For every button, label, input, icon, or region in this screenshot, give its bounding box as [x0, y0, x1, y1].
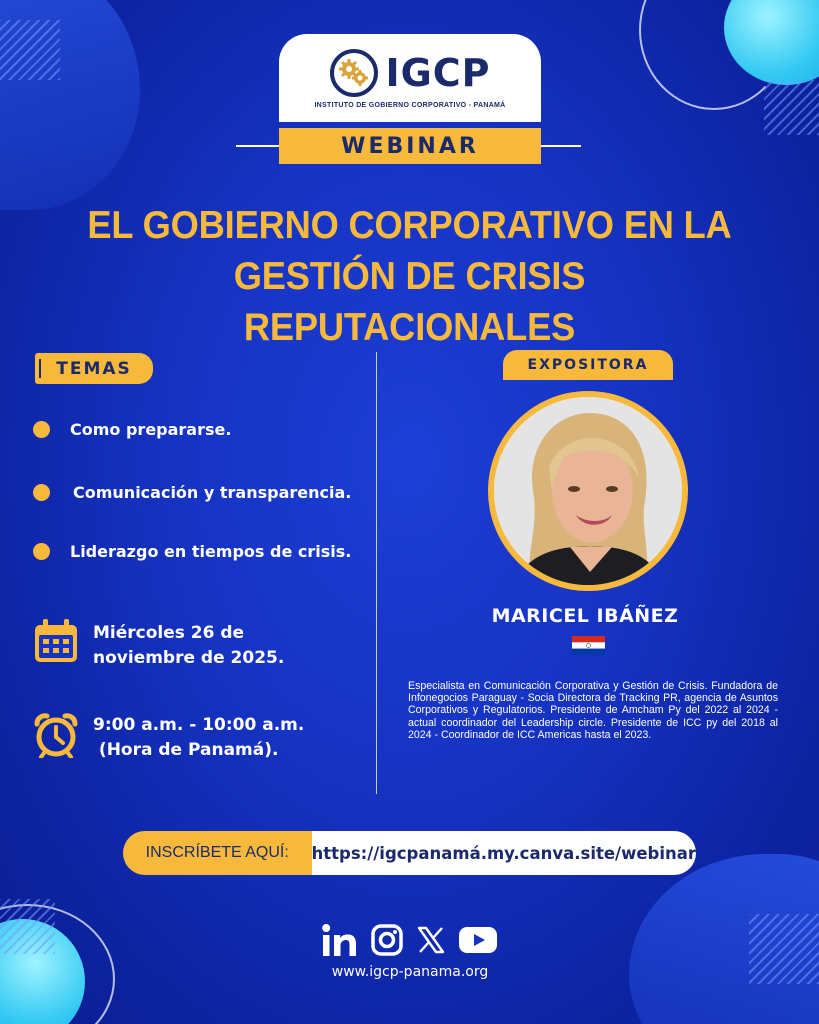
- topics-heading: TEMAS: [35, 353, 153, 384]
- speaker-photo: [494, 397, 682, 585]
- title-line-2: GESTIÓN DE CRISIS REPUTACIONALES: [233, 255, 586, 349]
- bullet-dot-icon: [33, 484, 50, 501]
- title-line-1: EL GOBIERNO CORPORATIVO EN LA: [87, 204, 732, 247]
- logo-card: [279, 34, 541, 122]
- speaker-name: MARICEL IBÁÑEZ: [491, 605, 679, 627]
- linkedin-icon[interactable]: [322, 923, 358, 957]
- instagram-icon[interactable]: [371, 924, 403, 956]
- bullet-dot-icon: [33, 421, 50, 438]
- topic-label: Comunicación y transparencia.: [73, 483, 352, 502]
- time-line-2: (Hora de Panamá).: [93, 740, 279, 760]
- youtube-icon[interactable]: [458, 925, 498, 955]
- topic-label: Liderazgo en tiempos de crisis.: [70, 542, 352, 561]
- topic-label: Como prepararse.: [70, 420, 232, 439]
- webinar-banner: [279, 128, 541, 164]
- registration-bar[interactable]: [123, 831, 696, 875]
- date-line-2: noviembre de 2025.: [93, 648, 285, 668]
- date-line-1: Miércoles 26 de: [93, 623, 245, 643]
- registration-link[interactable]: https://igcpanamá.my.canva.site/webinar: [312, 831, 697, 875]
- webinar-label: WEBINAR: [341, 133, 479, 159]
- time-line-1: 9:00 a.m. - 10:00 a.m.: [93, 715, 305, 735]
- alarm-clock-icon: [33, 712, 79, 758]
- event-time: [93, 713, 304, 763]
- logo-text: IGCP: [385, 50, 491, 95]
- topic-item: [33, 420, 231, 439]
- social-links: [322, 920, 498, 960]
- register-label: INSCRÍBETE AQUÍ:: [123, 831, 312, 875]
- banner-line-right: [541, 145, 581, 147]
- logo-subtitle: INSTITUTO DE GOBIERNO CORPORATIVO - PANAMÁ: [314, 101, 506, 109]
- event-date: [93, 621, 284, 671]
- website-link[interactable]: www.igcp-panama.org: [331, 964, 489, 980]
- gears-logo-icon: [329, 48, 379, 98]
- calendar-icon: [33, 618, 79, 664]
- paraguay-flag-icon: [572, 636, 605, 655]
- speaker-heading: EXPOSITORA: [503, 350, 673, 380]
- decorative-hatch-bottom-left: [0, 899, 55, 954]
- event-title: [66, 200, 753, 353]
- column-divider: [376, 352, 377, 794]
- decorative-hatch-bottom-right: [749, 914, 819, 984]
- speaker-portrait-icon: [494, 397, 682, 585]
- topic-item: [33, 483, 351, 502]
- topic-item: [33, 542, 351, 561]
- decorative-hatch-top-right: [764, 80, 819, 135]
- banner-line-left: [236, 145, 279, 147]
- bullet-dot-icon: [33, 543, 50, 560]
- speaker-bio: Especialista en Comunicación Corporativa y Gestión de Crisis. Fundadora de Infonegocios Paraguay - Socia Directora de Tracking PR, agencia de Asuntos Corporativos y Regulatorios. Presidente de Amcham Py del 2022 al 2024 - actual coordinador del Leadership circle. Presidente de ICC py del 2018 al 2024 - Coordinador de ICC Americas hasta el 2023.: [408, 680, 778, 741]
- x-icon[interactable]: [417, 926, 445, 954]
- decorative-hatch-top-left: [0, 20, 60, 80]
